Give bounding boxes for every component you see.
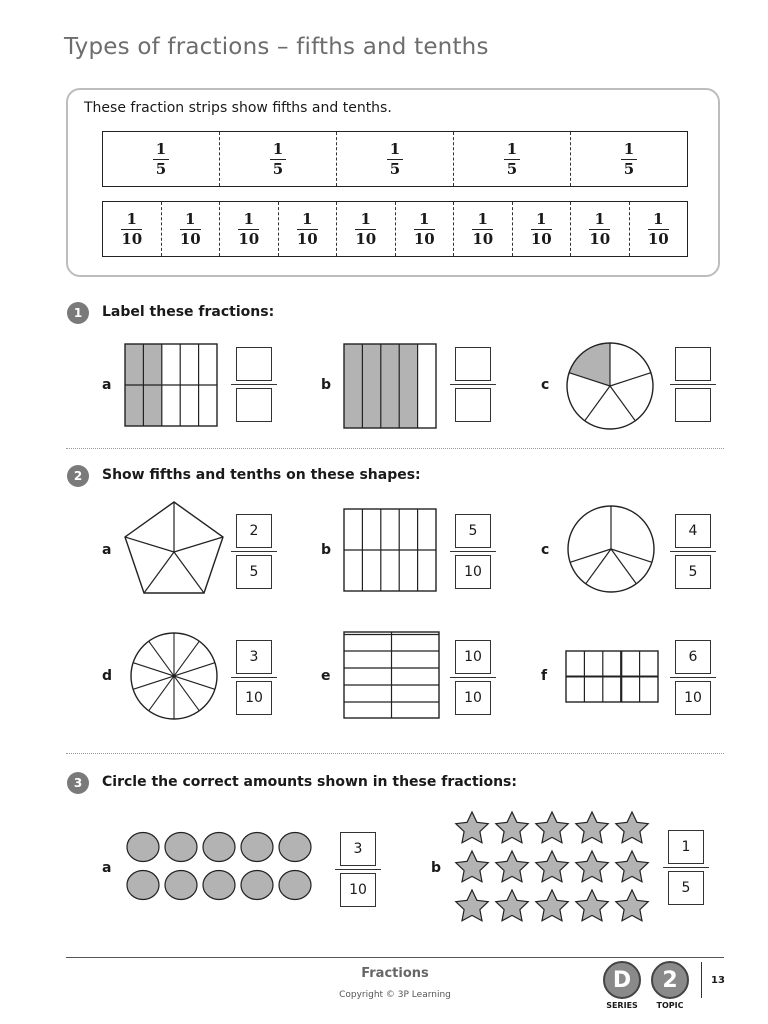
question-3-number: 3 bbox=[67, 772, 89, 794]
q2b-shape-rect-tenths bbox=[343, 508, 437, 592]
q3b-fraction bbox=[668, 830, 704, 905]
numerator: 1 bbox=[623, 139, 635, 158]
q2c-fraction bbox=[675, 514, 711, 589]
intro-text: These fraction strips show fifths and tenths. bbox=[84, 100, 392, 116]
star-shape bbox=[576, 812, 608, 843]
topic-label: TOPIC bbox=[656, 1001, 684, 1010]
question-1-text: Label these fractions: bbox=[102, 304, 275, 320]
oval-shape bbox=[279, 871, 311, 900]
q2-item-f-label: f bbox=[541, 668, 548, 684]
fifths-strip bbox=[102, 131, 688, 187]
q1b-fraction-answer[interactable] bbox=[455, 347, 491, 422]
tenth-cell bbox=[453, 202, 512, 256]
fraction-one-fifth bbox=[504, 141, 520, 178]
numerator-box: 3 bbox=[340, 832, 376, 866]
star-shape bbox=[496, 851, 528, 882]
numerator: 1 bbox=[536, 209, 547, 228]
star-shape bbox=[616, 851, 648, 882]
star-shape bbox=[536, 812, 568, 843]
q1-item-c-label: c bbox=[541, 377, 550, 393]
oval-shape bbox=[241, 833, 273, 862]
tenth-cell bbox=[103, 202, 161, 256]
denominator: 10 bbox=[589, 229, 611, 248]
tenth-cell bbox=[570, 202, 629, 256]
fifth-cell bbox=[336, 132, 453, 186]
fraction-one-tenth bbox=[472, 211, 493, 248]
denominator: 10 bbox=[296, 229, 318, 248]
fraction-one-tenth bbox=[589, 211, 610, 248]
numerator: 1 bbox=[185, 209, 196, 228]
topic-badge: 2 bbox=[651, 961, 689, 999]
tenth-cell bbox=[161, 202, 220, 256]
footer-copyright: Copyright © 3P Learning bbox=[339, 990, 451, 1000]
footer-rule bbox=[66, 957, 724, 958]
star-shape bbox=[456, 890, 488, 921]
fraction-one-tenth bbox=[121, 211, 142, 248]
star-shape bbox=[496, 890, 528, 921]
denominator: 10 bbox=[238, 229, 260, 248]
fraction-one-fifth bbox=[387, 141, 403, 178]
page-title: Types of fractions – fifths and tenths bbox=[64, 34, 489, 60]
q2a-shape-pentagon-fifths bbox=[122, 500, 226, 596]
fifth-cell bbox=[570, 132, 687, 186]
star-shape bbox=[456, 812, 488, 843]
tenth-cell bbox=[336, 202, 395, 256]
denominator: 10 bbox=[179, 229, 201, 248]
denominator-box[interactable] bbox=[675, 388, 711, 422]
numerator: 1 bbox=[302, 209, 313, 228]
numerator: 1 bbox=[594, 209, 605, 228]
page-number-separator bbox=[701, 962, 702, 998]
series-badge: D bbox=[603, 961, 641, 999]
numerator: 1 bbox=[653, 209, 664, 228]
numerator-box[interactable] bbox=[236, 347, 272, 381]
denominator: 5 bbox=[272, 159, 284, 178]
numerator-box[interactable] bbox=[675, 347, 711, 381]
question-2-number: 2 bbox=[67, 465, 89, 487]
section-divider bbox=[66, 448, 724, 449]
q3a-fraction bbox=[340, 832, 376, 907]
denominator-box: 10 bbox=[340, 873, 376, 907]
oval-shape bbox=[165, 833, 197, 862]
fraction-one-fifth bbox=[153, 141, 169, 178]
series-label: SERIES bbox=[606, 1001, 638, 1010]
q1c-fraction-answer[interactable] bbox=[675, 347, 711, 422]
denominator: 10 bbox=[472, 229, 494, 248]
numerator: 1 bbox=[389, 139, 401, 158]
oval-shape bbox=[203, 833, 235, 862]
numerator-box: 4 bbox=[675, 514, 711, 548]
oval-shape bbox=[165, 871, 197, 900]
star-shape bbox=[616, 812, 648, 843]
q1-item-a-label: a bbox=[102, 377, 112, 393]
oval-shape bbox=[127, 871, 159, 900]
fraction-one-tenth bbox=[238, 211, 259, 248]
numerator: 1 bbox=[360, 209, 371, 228]
tenth-cell bbox=[278, 202, 337, 256]
denominator: 5 bbox=[623, 159, 635, 178]
page-number: 13 bbox=[711, 975, 725, 986]
denominator-box: 10 bbox=[236, 681, 272, 715]
q2e-shape-grid-tenths bbox=[343, 631, 441, 721]
denominator-box: 10 bbox=[455, 555, 491, 589]
fraction-one-tenth bbox=[531, 211, 552, 248]
q2b-fraction bbox=[455, 514, 491, 589]
q1-item-b-label: b bbox=[321, 377, 332, 393]
fraction-one-fifth bbox=[621, 141, 637, 178]
fraction-one-tenth bbox=[355, 211, 376, 248]
fraction-one-tenth bbox=[180, 211, 201, 248]
numerator-box: 2 bbox=[236, 514, 272, 548]
denominator-box[interactable] bbox=[236, 388, 272, 422]
q3a-ovals-group bbox=[124, 828, 314, 904]
star-shape bbox=[616, 890, 648, 921]
numerator-box: 3 bbox=[236, 640, 272, 674]
denominator-box: 10 bbox=[675, 681, 711, 715]
q2c-shape-circle-fifths bbox=[563, 504, 659, 594]
fraction-one-tenth bbox=[297, 211, 318, 248]
q3-item-a-label: a bbox=[102, 860, 112, 876]
tenth-cell bbox=[629, 202, 688, 256]
q2d-shape-circle-tenths bbox=[127, 631, 221, 721]
q2e-fraction bbox=[455, 640, 491, 715]
denominator-box[interactable] bbox=[455, 388, 491, 422]
denominator: 5 bbox=[506, 159, 518, 178]
denominator: 10 bbox=[121, 229, 143, 248]
tenth-cell bbox=[395, 202, 454, 256]
star-shape bbox=[536, 890, 568, 921]
oval-shape bbox=[127, 833, 159, 862]
q1b-shape-rect-fifths bbox=[343, 343, 437, 429]
fraction-one-fifth bbox=[270, 141, 286, 178]
denominator: 10 bbox=[355, 229, 377, 248]
question-1-number: 1 bbox=[67, 302, 89, 324]
q2d-fraction bbox=[236, 640, 272, 715]
q2-item-e-label: e bbox=[321, 668, 331, 684]
section-divider bbox=[66, 753, 724, 754]
question-2-text: Show fifths and tenths on these shapes: bbox=[102, 467, 421, 483]
star-shape bbox=[456, 851, 488, 882]
fraction-one-tenth bbox=[414, 211, 435, 248]
denominator: 10 bbox=[647, 229, 669, 248]
q2-item-a-label: a bbox=[102, 542, 112, 558]
q3b-stars-group bbox=[451, 810, 655, 926]
denominator-box: 10 bbox=[455, 681, 491, 715]
q1a-fraction-answer[interactable] bbox=[236, 347, 272, 422]
oval-shape bbox=[203, 871, 235, 900]
oval-shape bbox=[241, 871, 273, 900]
q2-item-c-label: c bbox=[541, 542, 550, 558]
denominator-box: 5 bbox=[675, 555, 711, 589]
denominator: 10 bbox=[413, 229, 435, 248]
star-shape bbox=[496, 812, 528, 843]
q2f-fraction bbox=[675, 640, 711, 715]
fifth-cell bbox=[103, 132, 219, 186]
tenths-strip bbox=[102, 201, 688, 257]
numerator-box: 1 bbox=[668, 830, 704, 864]
tenth-cell bbox=[219, 202, 278, 256]
q1a-shape-rect-tenths bbox=[124, 343, 218, 427]
denominator: 5 bbox=[389, 159, 401, 178]
fifth-cell bbox=[219, 132, 336, 186]
numerator: 1 bbox=[126, 209, 137, 228]
denominator: 10 bbox=[530, 229, 552, 248]
q2f-shape-grid-tenths bbox=[565, 650, 660, 704]
numerator: 1 bbox=[477, 209, 488, 228]
numerator: 1 bbox=[155, 139, 167, 158]
fraction-one-tenth bbox=[648, 211, 669, 248]
q1c-shape-circle-fifths bbox=[563, 341, 657, 431]
q2a-fraction bbox=[236, 514, 272, 589]
q3-item-b-label: b bbox=[431, 860, 442, 876]
oval-shape bbox=[279, 833, 311, 862]
q2-item-d-label: d bbox=[102, 668, 113, 684]
denominator: 5 bbox=[155, 159, 167, 178]
numerator-box: 6 bbox=[675, 640, 711, 674]
question-3-text: Circle the correct amounts shown in these fractions: bbox=[102, 774, 517, 790]
denominator-box: 5 bbox=[668, 871, 704, 905]
numerator: 1 bbox=[419, 209, 430, 228]
tenth-cell bbox=[512, 202, 571, 256]
footer-topic: Fractions bbox=[361, 966, 429, 981]
star-shape bbox=[536, 851, 568, 882]
fifth-cell bbox=[453, 132, 570, 186]
numerator-box: 10 bbox=[455, 640, 491, 674]
numerator-box: 5 bbox=[455, 514, 491, 548]
numerator: 1 bbox=[506, 139, 518, 158]
numerator-box[interactable] bbox=[455, 347, 491, 381]
q2-item-b-label: b bbox=[321, 542, 332, 558]
star-shape bbox=[576, 851, 608, 882]
denominator-box: 5 bbox=[236, 555, 272, 589]
numerator: 1 bbox=[272, 139, 284, 158]
numerator: 1 bbox=[243, 209, 254, 228]
star-shape bbox=[576, 890, 608, 921]
